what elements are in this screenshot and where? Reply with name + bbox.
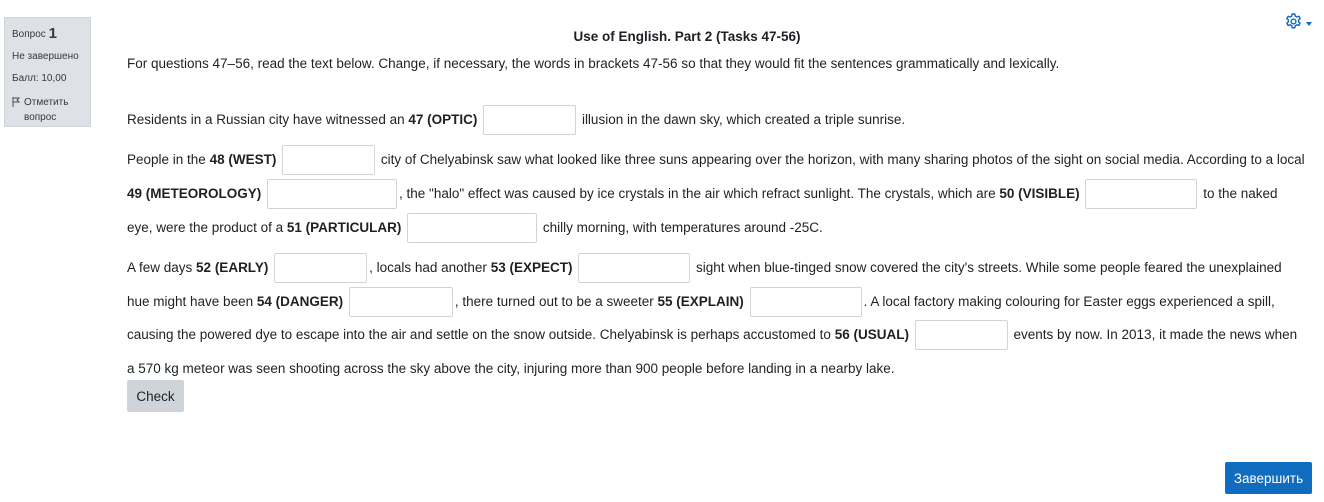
answer-input-55[interactable] <box>750 287 862 317</box>
question-number-line <box>12 25 83 42</box>
flag-line-2: вопрос <box>24 112 57 123</box>
gap-label-49: 49 (METEOROLOGY) <box>127 186 262 201</box>
question-grade: Балл: 10,00 <box>12 73 67 84</box>
text-segment: chilly morning, with temperatures around -25C. <box>539 220 823 235</box>
answer-input-47[interactable] <box>483 105 576 135</box>
question-label: Вопрос <box>12 29 46 40</box>
answer-input-48[interactable] <box>282 145 375 175</box>
answer-input-52[interactable] <box>274 253 367 283</box>
gap-label-50: 50 (VISIBLE) <box>999 186 1080 201</box>
paragraph-1 <box>127 103 1305 137</box>
gap-label-47: 47 (OPTIC) <box>408 112 478 127</box>
instructions: For questions 47–56, read the text below. Change, if necessary, the words in brackets 47-56 so that they would fit the sentences grammatically and lexically. <box>127 56 1060 71</box>
answer-input-49[interactable] <box>267 179 397 209</box>
text-segment: , the "halo" effect was caused by ice crystals in the air which refract sunlight. The crystals, which are <box>399 186 1000 201</box>
answer-input-54[interactable] <box>349 287 453 317</box>
answer-input-56[interactable] <box>915 320 1008 350</box>
text-segment: , there turned out to be a sweeter <box>454 293 658 309</box>
text-segment: events by now. In 2013, it made the news when a 570 kg meteor was seen shooting across the sky above the city, injuring more than 900 people before landing in a nearby lake. <box>127 327 1298 376</box>
answer-input-53[interactable] <box>578 253 690 283</box>
text-segment: to the naked eye, were the product of a <box>127 186 1278 235</box>
question-info-panel <box>4 17 91 127</box>
page-title: Use of English. Part 2 (Tasks 47-56) <box>573 29 801 44</box>
gap-label-53: 53 (EXPECT) <box>490 260 573 275</box>
answer-input-50[interactable] <box>1085 179 1197 209</box>
gap-label-55: 55 (EXPLAIN) <box>657 293 744 309</box>
gap-label-51: 51 (PARTICULAR) <box>286 220 402 235</box>
gear-icon <box>1284 12 1303 31</box>
flag-question-link[interactable] <box>12 95 83 125</box>
gap-label-52: 52 (EARLY) <box>196 260 269 275</box>
flag-question-text <box>24 95 68 125</box>
question-number: 1 <box>48 25 57 42</box>
question-status: Не завершено <box>12 51 79 62</box>
flag-line-1: Отметить <box>24 97 69 108</box>
gap-label-48: 48 (WEST) <box>209 152 277 167</box>
text-segment: , locals had another <box>369 260 491 275</box>
settings-menu[interactable] <box>1284 12 1312 31</box>
finish-attempt-button[interactable]: Завершить <box>1225 462 1312 494</box>
gap-label-56: 56 (USUAL) <box>834 327 909 342</box>
flag-icon <box>12 97 20 107</box>
text-segment: . A local factory making colouring for Easter eggs experienced a spill, causing the powered dye to escape into the air and settle on the snow outside. Chelyabinsk is perhaps accustomed to <box>127 293 1275 342</box>
chevron-down-icon <box>1306 22 1312 26</box>
answer-input-51[interactable] <box>407 213 537 243</box>
paragraph-2 <box>127 143 1305 245</box>
gap-label-54: 54 (DANGER) <box>256 293 344 309</box>
text-segment: sight when blue-tinged snow covered the city's streets. While some people feared the unexplained hue might have been <box>127 260 1282 309</box>
text-segment: People in the <box>127 152 210 167</box>
text-segment: city of Chelyabinsk saw what looked like three suns appearing over the horizon, with many sharing photos of the sight on social media. According to a local <box>377 152 1305 167</box>
text-segment: illusion in the dawn sky, which created a triple sunrise. <box>578 112 906 127</box>
check-button[interactable]: Check <box>127 380 184 412</box>
text-segment: Residents in a Russian city have witnessed an <box>127 112 409 127</box>
paragraph-3 <box>127 251 1305 385</box>
text-segment: A few days <box>127 260 197 275</box>
